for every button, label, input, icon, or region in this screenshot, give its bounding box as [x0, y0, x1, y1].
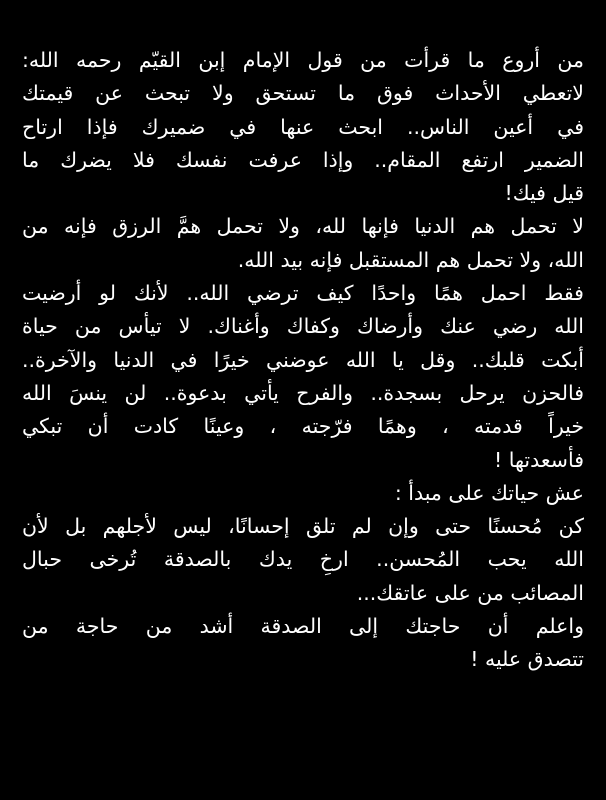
text-line: فالحزن يرحل بسجدة.. والفرح يأتي بدعوة.. لن ينسَ الله — [22, 380, 584, 405]
text-line: الله يحب المُحسن.. ارخِ يدك بالصدقة تُرخى حبال — [22, 547, 584, 572]
text-line: قيل فيك! — [504, 181, 584, 206]
text-line: أبكت قلبك.. وقل يا الله عوضني خيرًا في الدنيا والآخرة.. — [22, 347, 584, 372]
text-line: تتصدق عليه ! — [470, 647, 584, 672]
text-line: الضمير ارتفع المقام.. وإذا عرفت نفسك فلا يضرك ما — [22, 147, 584, 172]
text-line: الله رضي عنك وأرضاك وكفاك وأغناك. لا تيأس من حياة — [22, 314, 584, 339]
text-line: خيراً قدمته ، وهمًا فرّجته ، وعينًا كادت أن تبكي — [22, 414, 584, 439]
text-line: عش حياتك على مبدأ : — [394, 480, 584, 505]
text-line: فأسعدتها ! — [493, 447, 584, 472]
text-line: فقط احمل همًا واحدًا كيف ترضي الله.. لأنك لو أرضيت — [22, 281, 584, 306]
text-line: كن مُحسنًا حتى وإن لم تلق إحسانًا، ليس لأجلهم بل لأن — [22, 514, 584, 539]
text-line: من أروع ما قرأت من قول الإمام إبن القيّم رحمه الله: — [22, 48, 584, 72]
text-line: لا تحمل هم الدنيا فإنها لله، ولا تحمل همَّ الرزق فإنه من — [22, 214, 584, 239]
text-line: المصائب من على عاتقك... — [356, 580, 584, 605]
text-line: في أعين الناس.. ابحث عنها في ضميرك فإذا ارتاح — [22, 114, 584, 139]
text-line: الله، ولا تحمل هم المستقبل فإنه بيد الله. — [237, 247, 584, 272]
quote-text-block — [22, 44, 584, 677]
text-line: واعلم أن حاجتك إلى الصدقة أشد من حاجة من — [22, 614, 584, 639]
text-line: لاتعطي الأحداث فوق ما تستحق ولا تبحث عن قيمتك — [22, 81, 584, 106]
